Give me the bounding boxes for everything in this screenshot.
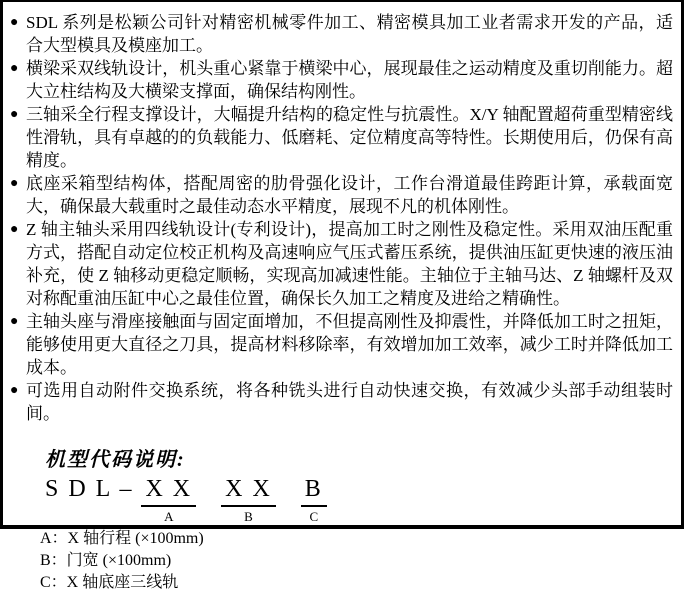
- model-code-group-a: [141, 475, 196, 524]
- bullet-icon: ●: [10, 176, 19, 191]
- bullet-icon: ●: [10, 383, 19, 398]
- feature-text: 可选用自动附件交换系统，将各种铣头进行自动快速交换，有效减少头部手动组装时间。: [26, 381, 673, 423]
- model-code-group-b: [221, 475, 276, 524]
- bullet-icon: ●: [10, 314, 19, 329]
- feature-text: Z 轴主轴头采用四线轨设计(专利设计)，提高加工时之刚性及稳定性。采用双油压配重方式，搭配自动定位校正机构及高速响应气压式蓄压系统，提供油压缸更快速的液压油补充，使 Z 轴移动更稳定顺畅，实现高加减速性能。主轴位于主轴马达、Z 轴螺杆及双对称配重油压缸中心之最佳位置，确保长久加工之精度及进给之精确性。: [26, 220, 673, 308]
- model-code-label-b: B: [244, 509, 253, 524]
- feature-item: [10, 218, 673, 310]
- feature-item: [10, 379, 673, 425]
- legend-item-a: A：X 轴行程 (×100mm): [40, 530, 204, 547]
- model-code-value-c: B: [301, 475, 327, 507]
- model-code-legend: [40, 528, 681, 594]
- legend-item-b: B：门宽 (×100mm): [40, 552, 172, 569]
- feature-list: [3, 2, 681, 425]
- feature-text: 横梁采双线轨设计，机头重心紧靠于横梁中心，展现最佳之运动精度及重切削能力。超大立柱结构及大横梁支撑面，确保结构刚性。: [26, 59, 673, 101]
- feature-item: [10, 11, 673, 57]
- feature-text: 底座采箱型结构体，搭配周密的肋骨强化设计，工作台滑道最佳跨距计算，承载面宽大，确保最大载重时之最佳动态水平精度，展现不凡的机体刚性。: [26, 174, 673, 216]
- model-code-prefix: S D L –: [45, 476, 142, 502]
- bullet-icon: ●: [10, 61, 19, 76]
- bullet-icon: ●: [10, 222, 19, 237]
- model-code-section: [40, 447, 681, 594]
- model-code-label-c: C: [309, 509, 319, 524]
- bullet-icon: ●: [10, 107, 19, 122]
- feature-item: [10, 103, 673, 172]
- feature-item: [10, 310, 673, 379]
- model-code-title: 机型代码说明:: [45, 449, 186, 471]
- model-code-line: [45, 475, 681, 524]
- feature-text: 三轴采全行程支撑设计，大幅提升结构的稳定性与抗震性。X/Y 轴配置超荷重型精密线性滑轨，具有卓越的的负载能力、低磨耗、定位精度高等特性。长期使用后，仍保有高精度。: [26, 105, 673, 170]
- legend-item-c: C：X 轴底座三线轨: [40, 574, 179, 591]
- feature-item: [10, 172, 673, 218]
- model-code-group-c: [301, 475, 327, 524]
- model-code-label-a: A: [164, 509, 174, 524]
- feature-item: [10, 57, 673, 103]
- bullet-icon: ●: [10, 15, 19, 30]
- feature-text: SDL 系列是松颖公司针对精密机械零件加工、精密模具加工业者需求开发的产品，适合大型模具及模座加工。: [26, 13, 673, 55]
- feature-text: 主轴头座与滑座接触面与固定面增加，不但提高刚性及抑震性，并降低加工时之扭矩，能够使用更大直径之刀具，提高材料移除率，有效增加加工效率，减少工时并降低加工成本。: [26, 312, 673, 377]
- model-code-value-b: X X: [221, 475, 276, 507]
- model-code-value-a: X X: [141, 475, 196, 507]
